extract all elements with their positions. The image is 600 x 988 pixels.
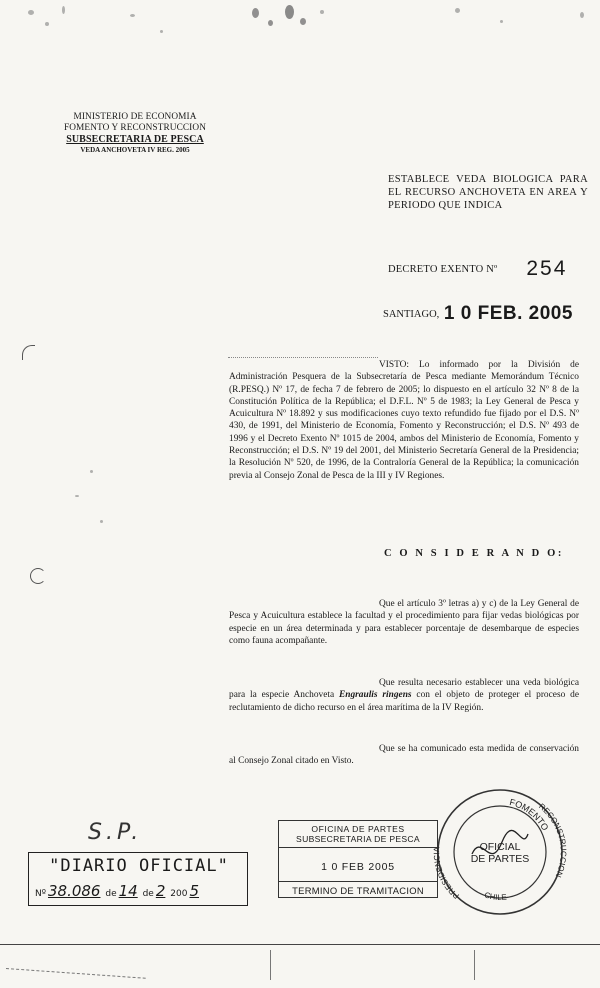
place-date-line <box>383 303 573 325</box>
diario-title: "DIARIO OFICIAL" <box>49 856 229 876</box>
diario-year: 5 <box>189 882 199 900</box>
margin-mark-2 <box>30 568 46 584</box>
stamp-line-2: SUBSECRETARIA DE PESCA <box>296 834 420 844</box>
seal-left-text: PRESIDENCIA <box>432 846 461 901</box>
ministry-header <box>55 112 215 156</box>
reference-code: VEDA ANCHOVETA IV REG. 2005 <box>80 146 190 154</box>
issue-date: 1 0 FEB. 2005 <box>443 303 573 324</box>
diario-day: 14 <box>118 882 138 900</box>
visto-paragraph <box>229 359 579 482</box>
seal-center-line-2: DE PARTES <box>470 853 530 865</box>
decree-title: ESTABLECE VEDA BIOLOGICA PARA EL RECURSO ANCHOVETA EN AREA Y PERIODO QUE INDICA <box>388 174 588 211</box>
official-seal <box>430 782 570 922</box>
diario-number: 38.086 <box>47 882 101 900</box>
seal-center-line-1: OFICIAL <box>479 841 521 853</box>
species-name: Engraulis ringens <box>338 690 412 701</box>
decree-number-line <box>388 257 567 281</box>
para2-text-a: Que resulta necesario establecer una veda biológica para la especie Anchoveta <box>229 678 579 701</box>
scan-edge-line <box>0 944 600 945</box>
stamp-line-1: OFICINA DE PARTES <box>311 824 405 834</box>
ministry-line-1: MINISTERIO DE ECONOMIA <box>73 112 197 122</box>
para1-text: Que el artículo 3º letras a) y c) de la Ley General de Pesca y Acuicultura establece la facultad y el procedimiento para fijar vedas biológicas por especie en un área determinada y para establecer porcentaje de desembarque de especies como fauna acompañante. <box>229 599 579 646</box>
dotted-leader <box>228 357 378 358</box>
seal-bottom-text: CHILE <box>483 890 508 903</box>
decree-number: 254 <box>526 257 568 280</box>
diario-month: 2 <box>155 882 166 900</box>
oficina-partes-stamp <box>278 820 438 898</box>
margin-mark <box>22 345 35 360</box>
stamp-date: 1 0 FEB 2005 <box>321 861 395 873</box>
considerando-heading: C O N S I D E R A N D O: <box>384 548 564 559</box>
para2-text-b: con el objeto de proteger el proceso de reclutamiento de dicho recurso en el área marítima de la IV Región. <box>229 690 579 713</box>
visto-text: VISTO: Lo informado por la División de Administración Pesquera de la Subsecretaría de Pesca mediante Memorándum Técnico (R.PESQ.) Nº 17, de fecha 7 de febrero de 2005; lo dispuesto en el artículo 32 Nº 8 de la Constitución Política de la República; el D.F.L. Nº 5 de 1983; la Ley General de Pesca y Acuicultura Nº 18.892 y sus modificaciones cuyo texto refundido fue fijado por el D.S. Nº 430, de 1991, del Ministerio de Economía, Fomento y Reconstrucción; el D.S. Nº 493 de 1996 y el Decreto Exento Nº 1015 de 2004, ambos del Ministerio de Economía, Fomento y Reconstrucción; el D.S. Nº 19 del 2001, del Ministerio Secretaría General de la Presidencia; la Resolución Nº 520, de 1996, de la Contraloría General de la República; la comunicación previa al Consejo Zonal de Pesca de la III y IV Regiones. <box>229 360 579 481</box>
diario-publication-line: Nº 38.086 de 14 de 2 200 5 <box>35 882 199 900</box>
para3-text: Que se ha comunicado esta medida de conservación al Consejo Zonal citado en Visto. <box>229 744 579 767</box>
stamp-line-4: TERMINO DE TRAMITACION <box>279 881 437 899</box>
seal-top-text: FOMENTO <box>508 797 551 833</box>
considerando-paragraph-3 <box>229 743 579 768</box>
diario-oficial-stamp <box>28 852 248 906</box>
decree-label: DECRETO EXENTO Nº <box>388 264 498 275</box>
considerando-paragraph-2 <box>229 677 579 714</box>
subsecretaria-line: SUBSECRETARIA DE PESCA <box>66 134 204 145</box>
city: SANTIAGO, <box>383 309 440 320</box>
ministry-line-2: FOMENTO Y RECONSTRUCCION <box>63 123 207 133</box>
seal-right-text: RECONSTRUCCION <box>537 801 568 879</box>
considerando-paragraph-1 <box>229 598 579 647</box>
handwritten-initials: S.P. <box>88 820 143 845</box>
